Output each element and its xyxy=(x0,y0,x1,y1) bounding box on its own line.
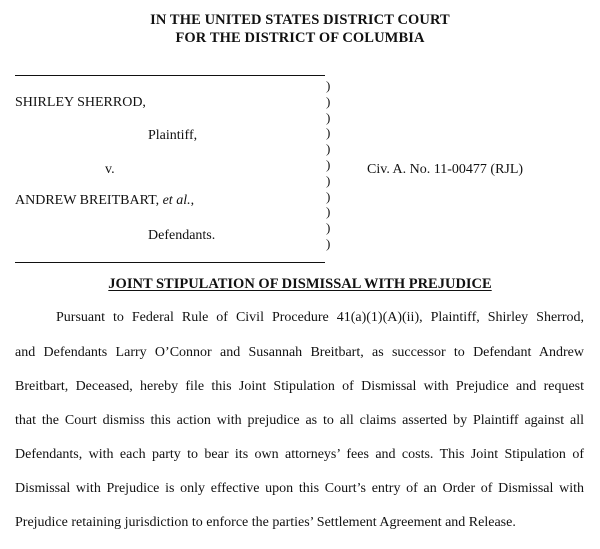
defendant-name xyxy=(15,193,194,209)
defendant-role: Defendants. xyxy=(148,228,216,243)
caption-paren: ) xyxy=(326,141,331,157)
caption-paren: ) xyxy=(326,172,331,188)
body-line: Dismissal with Prejudice is only effective upon this Court’s entry of an Order of Dismissal with xyxy=(15,481,584,496)
court-district-line: FOR THE DISTRICT OF COLUMBIA xyxy=(175,30,425,46)
defendant-et-al: et al. xyxy=(162,193,191,208)
body-line: Breitbart, Deceased, hereby file this Joint Stipulation of Dismissal with Prejudice and request xyxy=(15,379,584,394)
caption-bottom-rule xyxy=(15,262,325,263)
body-line: Defendants, with each party to bear its own attorneys’ fees and costs. This Joint Stipulation of xyxy=(15,447,584,462)
caption-paren: ) xyxy=(326,235,331,251)
caption-paren: ) xyxy=(326,204,331,220)
defendant-name-text: ANDREW BREITBART, xyxy=(15,193,160,208)
body-line: that the Court dismiss this action with prejudice as to all claims asserted by Plaintiff against all xyxy=(15,413,584,428)
document-title: JOINT STIPULATION OF DISMISSAL WITH PREJUDICE xyxy=(108,276,492,292)
defendant-comma: , xyxy=(190,193,195,208)
versus-label: v. xyxy=(105,162,115,177)
body-line: Prejudice retaining jurisdiction to enforce the parties’ Settlement Agreement and Release. xyxy=(15,515,516,530)
body-line: Pursuant to Federal Rule of Civil Procedure 41(a)(1)(A)(ii), Plaintiff, Shirley Sherrod, xyxy=(56,310,584,325)
plaintiff-name: SHIRLEY SHERROD, xyxy=(15,95,146,110)
caption-paren: ) xyxy=(326,109,331,125)
caption-paren: ) xyxy=(326,220,331,236)
caption-paren: ) xyxy=(326,93,331,109)
plaintiff-role: Plaintiff, xyxy=(148,128,198,143)
court-name-line: IN THE UNITED STATES DISTRICT COURT xyxy=(150,12,450,28)
caption-top-rule xyxy=(15,75,325,76)
body-line: and Defendants Larry O’Connor and Susannah Breitbart, as successor to Defendant Andrew xyxy=(15,345,584,360)
caption-paren: ) xyxy=(326,188,331,204)
caption-paren: ) xyxy=(326,156,331,172)
case-number: Civ. A. No. 11-00477 (RJL) xyxy=(367,162,524,177)
caption-paren: ) xyxy=(326,125,331,141)
caption-parenthesis-column xyxy=(326,78,336,252)
caption-paren: ) xyxy=(326,78,331,93)
